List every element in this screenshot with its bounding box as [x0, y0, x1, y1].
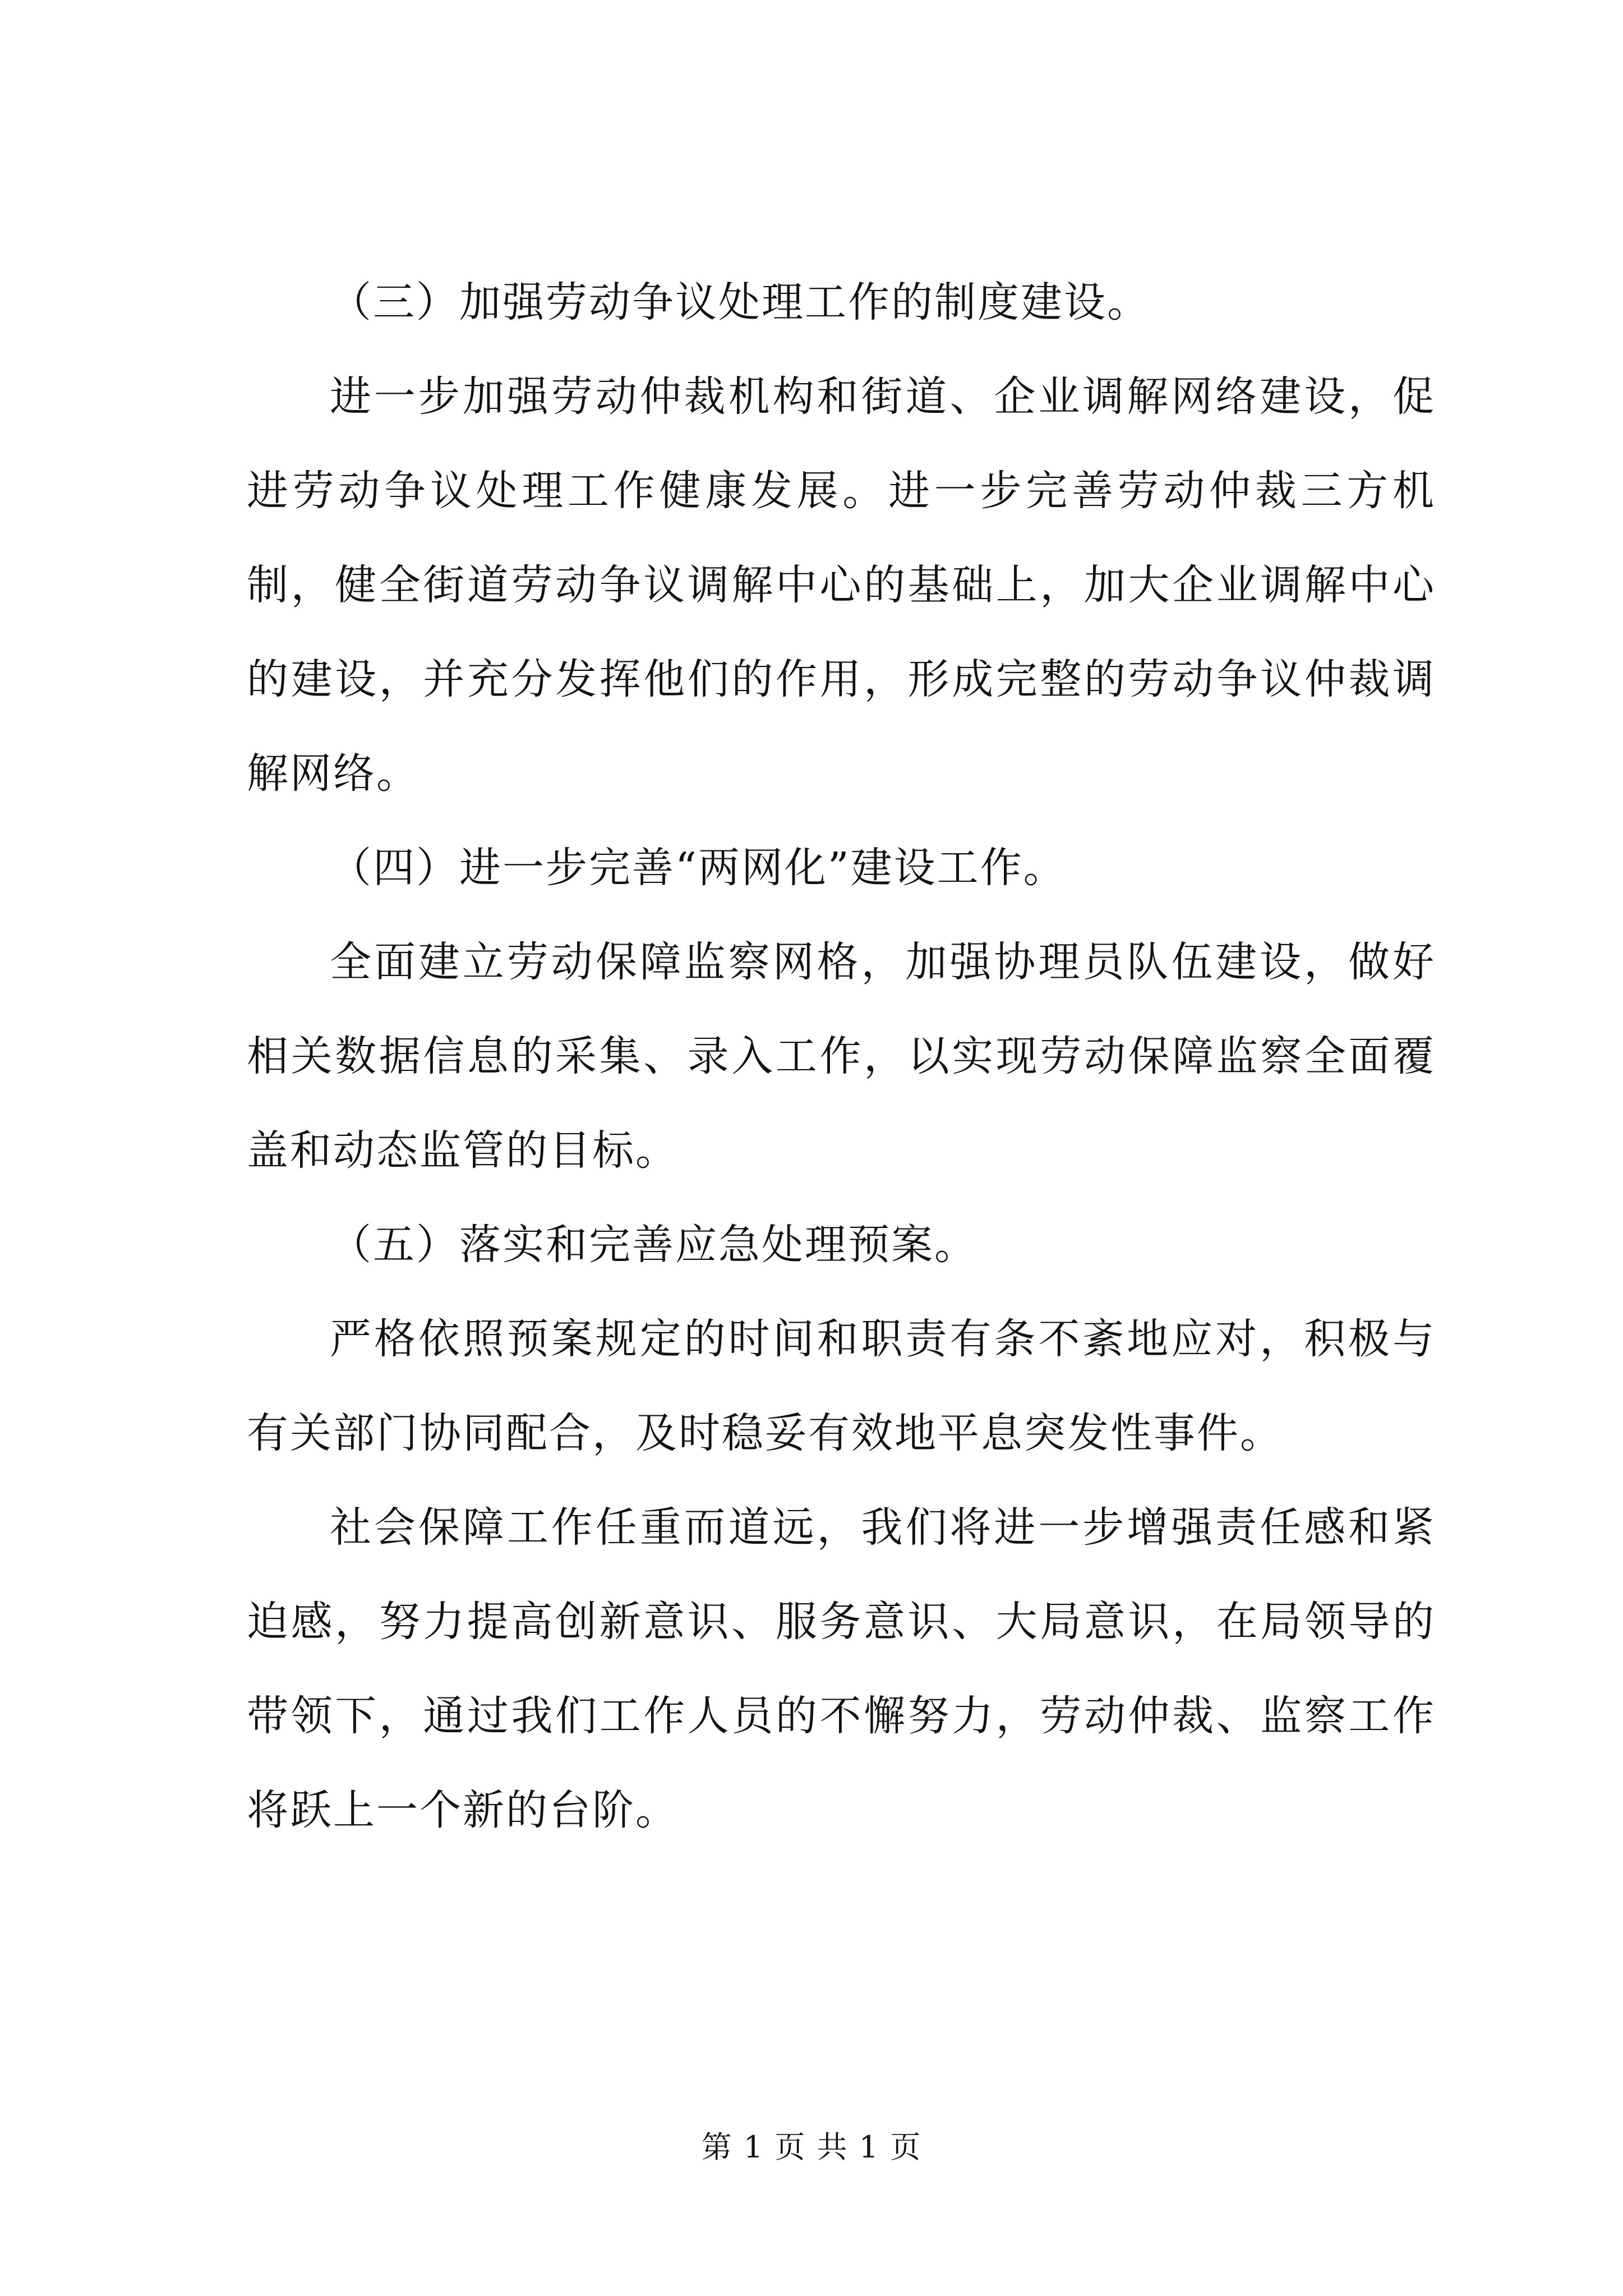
paragraph-conclusion: 社会保障工作任重而道远，我们将进一步增强责任感和紧迫感，努力提高创新意识、服务意识、大局意识，在局领导的带领下，通过我们工作人员的不懈努力，劳动仲裁、监察工作将跃上一个新的台阶。: [247, 1503, 1436, 1834]
page-footer: 第 1 页 共 1 页: [701, 2129, 922, 2165]
section-heading-3: （三）加强劳动争议处理工作的制度建设。: [330, 278, 1150, 326]
paragraph-emergency-plan: 严格依照预案规定的时间和职责有条不紊地应对，积极与有关部门协同配合，及时稳妥有效地平息突发性事件。: [247, 1315, 1436, 1457]
paragraph-mediation-network: 进一步加强劳动仲裁机构和街道、企业调解网络建设，促进劳动争议处理工作健康发展。进一步完善劳动仲裁三方机制，健全街道劳动争议调解中心的基础上，加大企业调解中心的建设，并充分发挥他们的作用，形成完整的劳动争议仲裁调解网络。: [247, 372, 1436, 798]
paragraph-supervision-grid: 全面建立劳动保障监察网格，加强协理员队伍建设，做好相关数据信息的采集、录入工作，以实现劳动保障监察全面覆盖和动态监管的目标。: [247, 938, 1436, 1175]
document-body: [247, 255, 1436, 1857]
section-heading-5: （五）落实和完善应急处理预案。: [330, 1221, 978, 1269]
section-heading-4: （四）进一步完善“两网化”建设工作。: [330, 844, 1067, 892]
